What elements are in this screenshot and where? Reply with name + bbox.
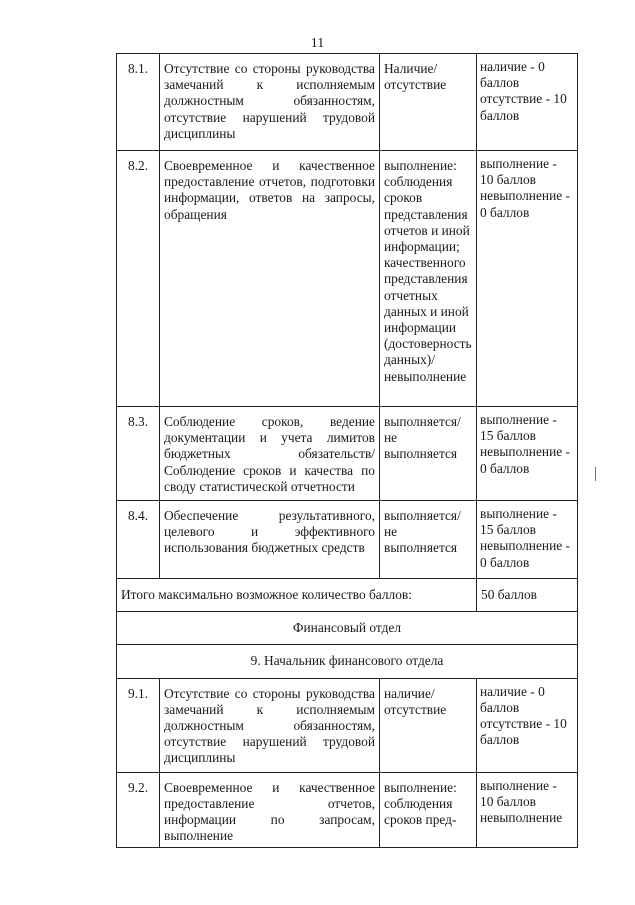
criterion-description: Отсутствие со стороны руководства замечаний к исполняемым должностным обязанностям, отсутствие нарушений трудовой дисциплины [160,678,380,772]
row-number: 8.4. [117,501,160,579]
measure-cell: Наличие/отсутствие [380,54,477,151]
measure-cell: наличие/отсутствие [380,678,477,772]
table-row [117,407,578,501]
row-number: 9.2. [117,772,160,848]
scan-mark [595,467,599,481]
row-number: 8.2. [117,151,160,407]
criteria-table [116,53,578,848]
row-number: 8.1. [117,54,160,151]
points-cell: выполнение - 10 баллов невыполнение - 0 баллов [477,151,578,407]
criterion-description: Отсутствие со стороны руководства замечаний к исполняемым должностным обязанностям, отсутствие нарушений трудовой дисциплины [160,54,380,151]
criterion-description: Соблюдение сроков, ведение документации и учета лимитов бюджетных обязательств/Соблюдение сроков и качества по своду статистической отчетности [160,407,380,501]
table-row [117,772,578,848]
row-number: 8.3. [117,407,160,501]
total-label: Итого максимально возможное количество баллов: [117,579,477,612]
section-title: Финансовый отдел [117,612,578,645]
measure-cell: выполняется/не выполняется [380,407,477,501]
criterion-description: Обеспечение результативного, целевого и эффективного использования бюджетных средств [160,501,380,579]
table-row [117,54,578,151]
criterion-description: Своевременное и качественное предоставление отчетов, подготовки информации, ответов на запросы, обращения [160,151,380,407]
points-cell: наличие - 0 баллов отсутствие - 10 баллов [477,678,578,772]
table-row [117,501,578,579]
row-number: 9.1. [117,678,160,772]
points-cell: выполнение - 15 баллов невыполнение - 0 баллов [477,407,578,501]
measure-cell: выполнение: соблюдения сроков представления отчетов и иной информации; качественного представления отчетных данных и иной информации (достоверность данных)/невыполнение [380,151,477,407]
measure-cell: выполняется/не выполняется [380,501,477,579]
criterion-description: Своевременное и качественное предоставление отчетов, информации по запросам, выполнение [160,772,380,848]
table-row [117,678,578,772]
points-cell: наличие - 0 баллов отсутствие - 10 баллов [477,54,578,151]
table-row [117,151,578,407]
page-number: 11 [310,36,325,51]
points-cell: выполнение - 15 баллов невыполнение - 0 баллов [477,501,578,579]
section-row [117,612,578,645]
points-cell: выполнение - 10 баллов невыполнение [477,772,578,848]
total-row [117,579,578,612]
subsection-title: 9. Начальник финансового отдела [117,645,578,678]
subsection-row [117,645,578,678]
total-value: 50 баллов [477,579,578,612]
measure-cell: выполнение: соблюдения сроков пред- [380,772,477,848]
